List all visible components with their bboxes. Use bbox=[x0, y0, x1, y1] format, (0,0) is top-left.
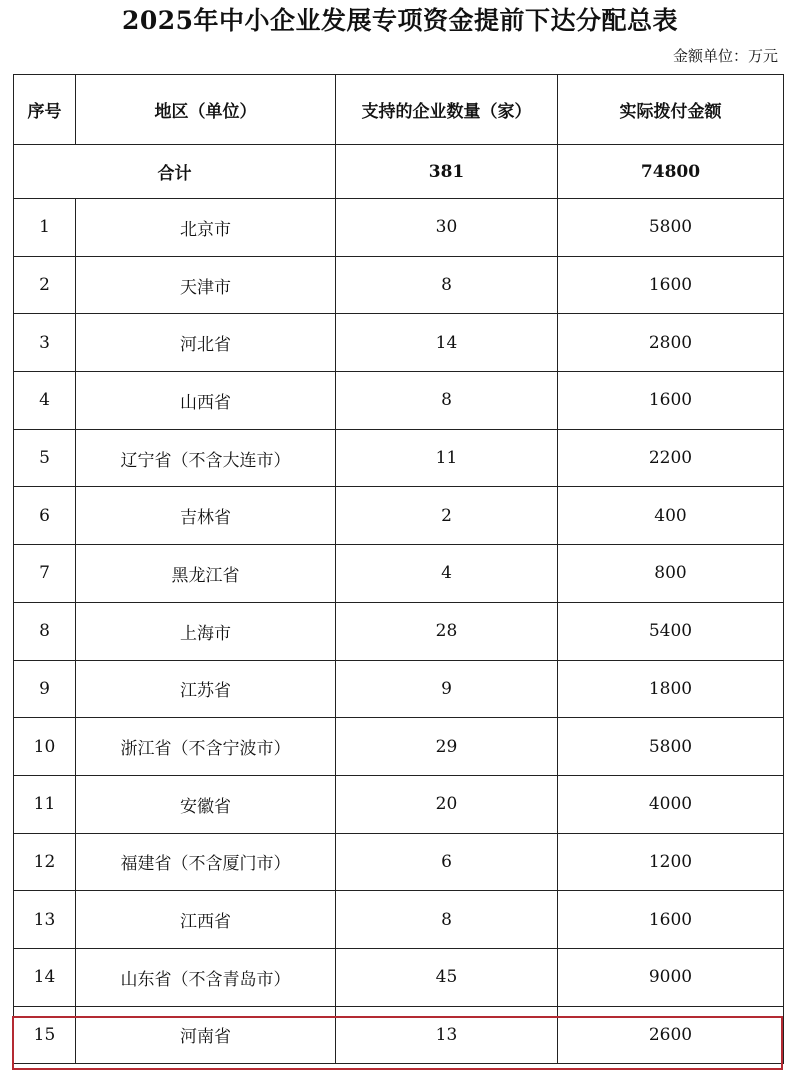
row-no: 14 bbox=[14, 948, 76, 1006]
table-row bbox=[14, 891, 784, 949]
row-amount: 1600 bbox=[558, 372, 784, 430]
row-region: 江苏省 bbox=[76, 660, 336, 718]
total-count: 381 bbox=[336, 145, 558, 199]
column-header-no: 序号 bbox=[14, 75, 76, 145]
row-region: 浙江省（不含宁波市） bbox=[76, 718, 336, 776]
table-row bbox=[14, 429, 784, 487]
row-amount: 5800 bbox=[558, 718, 784, 776]
row-amount: 2200 bbox=[558, 429, 784, 487]
row-amount: 9000 bbox=[558, 948, 784, 1006]
page-title: 2025年中小企业发展专项资金提前下达分配总表 bbox=[121, 6, 679, 35]
table-row bbox=[14, 660, 784, 718]
total-row bbox=[14, 145, 784, 199]
row-region: 江西省 bbox=[76, 891, 336, 949]
row-region: 天津市 bbox=[76, 256, 336, 314]
column-header-amount: 实际拨付金额 bbox=[558, 75, 784, 145]
row-amount: 1600 bbox=[558, 256, 784, 314]
row-amount: 4000 bbox=[558, 775, 784, 833]
row-count: 29 bbox=[336, 718, 558, 776]
row-count: 30 bbox=[336, 199, 558, 257]
row-amount: 1200 bbox=[558, 833, 784, 891]
row-count: 9 bbox=[336, 660, 558, 718]
row-no: 5 bbox=[14, 429, 76, 487]
row-count: 8 bbox=[336, 372, 558, 430]
table-row bbox=[14, 833, 784, 891]
row-amount: 800 bbox=[558, 545, 784, 603]
row-count: 45 bbox=[336, 948, 558, 1006]
row-amount: 1600 bbox=[558, 891, 784, 949]
row-no: 7 bbox=[14, 545, 76, 603]
row-count: 8 bbox=[336, 256, 558, 314]
row-count: 11 bbox=[336, 429, 558, 487]
row-region: 安徽省 bbox=[76, 775, 336, 833]
row-amount: 2800 bbox=[558, 314, 784, 372]
row-no: 12 bbox=[14, 833, 76, 891]
table-row bbox=[14, 545, 784, 603]
table-row bbox=[14, 948, 784, 1006]
row-no: 15 bbox=[14, 1006, 76, 1063]
table-row bbox=[14, 199, 784, 257]
row-region: 北京市 bbox=[76, 199, 336, 257]
table-row bbox=[14, 775, 784, 833]
row-count: 2 bbox=[336, 487, 558, 545]
row-region: 山东省（不含青岛市） bbox=[76, 948, 336, 1006]
row-count: 8 bbox=[336, 891, 558, 949]
column-header-count: 支持的企业数量（家） bbox=[336, 75, 558, 145]
row-region: 河南省 bbox=[76, 1006, 336, 1063]
row-region: 上海市 bbox=[76, 602, 336, 660]
row-count: 13 bbox=[336, 1006, 558, 1063]
row-amount: 400 bbox=[558, 487, 784, 545]
row-amount: 2600 bbox=[558, 1006, 784, 1063]
column-header-region: 地区（单位） bbox=[76, 75, 336, 145]
row-no: 4 bbox=[14, 372, 76, 430]
row-count: 4 bbox=[336, 545, 558, 603]
row-no: 11 bbox=[14, 775, 76, 833]
table-row bbox=[14, 487, 784, 545]
highlighted-table-row bbox=[14, 1006, 784, 1063]
row-amount: 1800 bbox=[558, 660, 784, 718]
row-no: 3 bbox=[14, 314, 76, 372]
row-region: 吉林省 bbox=[76, 487, 336, 545]
row-count: 14 bbox=[336, 314, 558, 372]
row-no: 2 bbox=[14, 256, 76, 314]
row-region: 福建省（不含厦门市） bbox=[76, 833, 336, 891]
row-region: 辽宁省（不含大连市） bbox=[76, 429, 336, 487]
row-amount: 5400 bbox=[558, 602, 784, 660]
row-no: 13 bbox=[14, 891, 76, 949]
row-count: 20 bbox=[336, 775, 558, 833]
row-count: 6 bbox=[336, 833, 558, 891]
total-label: 合计 bbox=[14, 145, 336, 199]
row-count: 28 bbox=[336, 602, 558, 660]
row-no: 8 bbox=[14, 602, 76, 660]
row-region: 河北省 bbox=[76, 314, 336, 372]
unit-note: 金额单位：万元 bbox=[672, 47, 778, 65]
table-row bbox=[14, 602, 784, 660]
row-no: 1 bbox=[14, 199, 76, 257]
row-no: 6 bbox=[14, 487, 76, 545]
table-row bbox=[14, 256, 784, 314]
table-row bbox=[14, 314, 784, 372]
table-row bbox=[14, 718, 784, 776]
header-row bbox=[14, 75, 784, 145]
row-amount: 5800 bbox=[558, 199, 784, 257]
row-region: 黑龙江省 bbox=[76, 545, 336, 603]
row-region: 山西省 bbox=[76, 372, 336, 430]
row-no: 9 bbox=[14, 660, 76, 718]
allocation-table bbox=[13, 74, 784, 1064]
table-row bbox=[14, 372, 784, 430]
total-amount: 74800 bbox=[558, 145, 784, 199]
row-no: 10 bbox=[14, 718, 76, 776]
